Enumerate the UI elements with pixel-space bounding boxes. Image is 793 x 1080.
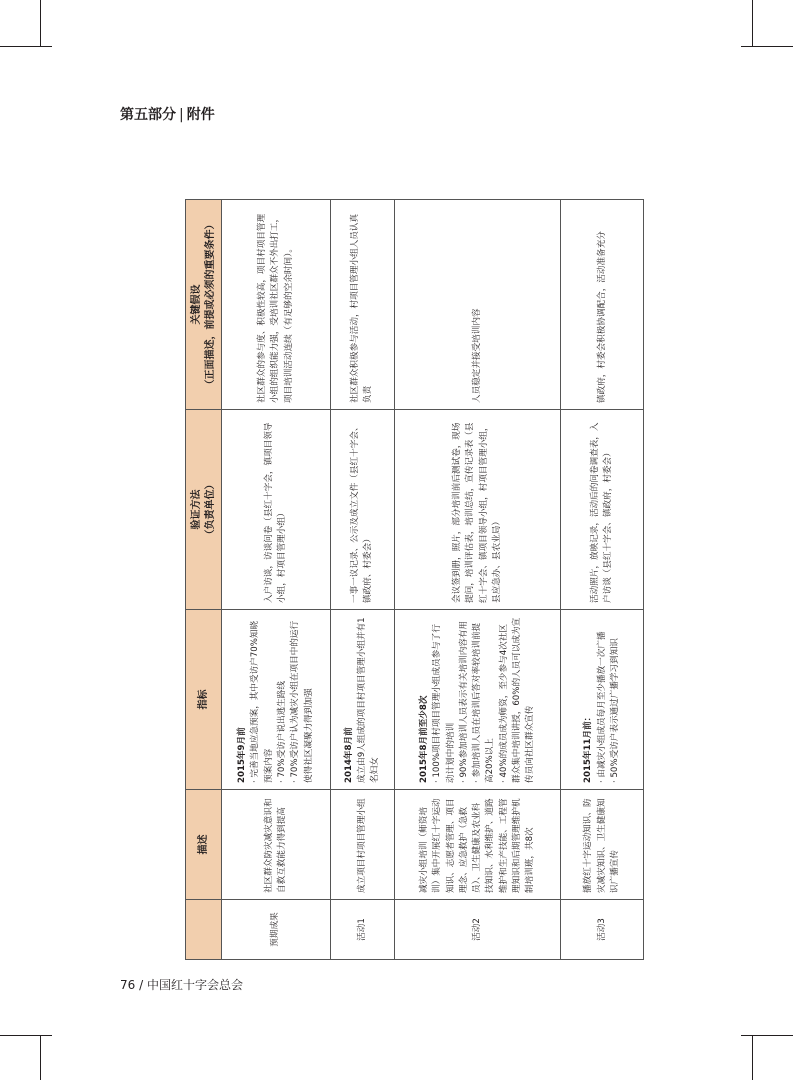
indicator-line: · 70%受访户认为减灾小组在项目中的运行使得社区凝聚力得到加强 (290, 620, 314, 783)
row-label: 活动2 (395, 900, 561, 960)
row-label: 预期成果 (222, 900, 331, 960)
indicator-line: · 70%受访户说出逃生路线 (276, 681, 287, 783)
table-row (395, 200, 561, 960)
indicator-heading: 2014年8月前 (343, 727, 354, 783)
crop-mark (752, 1035, 753, 1080)
crop-mark (752, 0, 753, 47)
indicator-line: · 100%项目村项目管理小组成员参与了行动计划中的培训 (432, 624, 456, 783)
crop-mark (0, 46, 52, 47)
assumption-cell: 镇政府，村委会积极协调配合，活动准备充分 (561, 200, 644, 410)
indicator-heading: 2015年9月前 (236, 727, 247, 783)
verification-cell: 一事一议记录、公示及成立文件（县红十字会、镇政府、村委会） (330, 410, 394, 610)
indicator-heading: 2015年11月前： (583, 712, 594, 783)
indicator-line: 成立由9人组成的项目村项目管理小组并有1名妇女 (356, 617, 381, 783)
indicator-line: · 由减灾小组成员每月至少播放一次广播 (596, 631, 607, 783)
description-cell: 减灾小组培训（师资培训）集中开展红十字运动知识、志愿者管理、项目理念、应急救护（急救员）、卫生健康及农业科技知识、水利维护、道路维护和生产技能、工程管理知识和后期管理维护机制培训班，共8次 (395, 790, 561, 900)
crop-mark (741, 46, 793, 47)
row-label: 活动3 (561, 900, 644, 960)
description-cell: 成立项目村项目管理小组 (330, 790, 394, 900)
row-label: 活动1 (330, 900, 394, 960)
indicator-line: · 50%受访户表示通过广播学习到知识 (609, 638, 620, 783)
assumption-cell: 社区群众积极参与活动，村项目管理小组人员认真负责 (330, 200, 394, 410)
table-header-row (186, 200, 222, 960)
description-cell: 播放红十字运动知识、防灾减灾知识、卫生健康知识广播宣传 (561, 790, 644, 900)
indicator-cell (330, 610, 394, 790)
verification-cell: 入户访谈，访谈问卷（县红十字会，镇项目领导小组，村项目管理小组） (222, 410, 331, 610)
logframe-table-container (185, 200, 644, 960)
section-title-sub: 附件 (186, 107, 215, 123)
crop-mark (741, 1035, 793, 1036)
crop-mark (40, 1035, 41, 1080)
header-cell: 指标 (186, 610, 222, 790)
assumption-cell: 社区群众的参与度、积极性较高，项目村项目管理小组的组织能力强，受培训社区群众不外出打工，项目培训活动连续（有足够的空余时间）。 (222, 200, 331, 410)
section-title (120, 104, 215, 124)
indicator-heading: 2015年8月前至少8次 (418, 695, 429, 783)
section-title-main: 第五部分 (120, 107, 176, 123)
indicator-cell (395, 610, 561, 790)
header-cell: 描述 (186, 790, 222, 900)
assumption-cell: 人员稳定并接受培训内容 (395, 200, 561, 410)
page-footer: 76 / 中国红十字会总会 (120, 978, 243, 992)
verification-cell: 会议签到册，照片，部分培训前后测试卷，现场提问，培训评估表，培训总结，宣传记录表（县红十字会、镇项目领导小组，村项目管理小组，县应急办、县农业局） (395, 410, 561, 610)
crop-mark (0, 1035, 52, 1036)
title-separator: | (179, 107, 184, 123)
description-cell: 社区群众防灾减灾意识和自救互救能力得到提高 (222, 790, 331, 900)
indicator-cell (561, 610, 644, 790)
logframe-table (185, 199, 644, 960)
indicator-line: · 90%参加培训人员表示有关培训内容有用 (458, 620, 469, 783)
table-row (222, 200, 331, 960)
indicator-line: · 完善当地应急预案，其中受访户70%知晓预案内容 (250, 620, 274, 783)
indicator-cell (222, 610, 331, 790)
indicator-line: · 参加培训人员在培训后答对率较培训前提高20%以上 (472, 622, 496, 783)
table-row (561, 200, 644, 960)
crop-mark (40, 0, 41, 47)
verification-cell: 活动照片，放映记录，活动后的问卷调查表，入户访谈（县红十字会、镇政府，村委会） (561, 410, 644, 610)
header-cell: 验证方法 （负责单位） (186, 410, 222, 610)
header-cell: 关键假设 （正面描述，前提或必须的重要条件） (186, 200, 222, 410)
indicator-line: · 40%的成员成为师资，至少参与4次社区群众集中培训讲授，60%的人员可以成为宣传员向社区群众宣传 (498, 617, 536, 783)
header-cell (186, 900, 222, 960)
table-row (330, 200, 394, 960)
